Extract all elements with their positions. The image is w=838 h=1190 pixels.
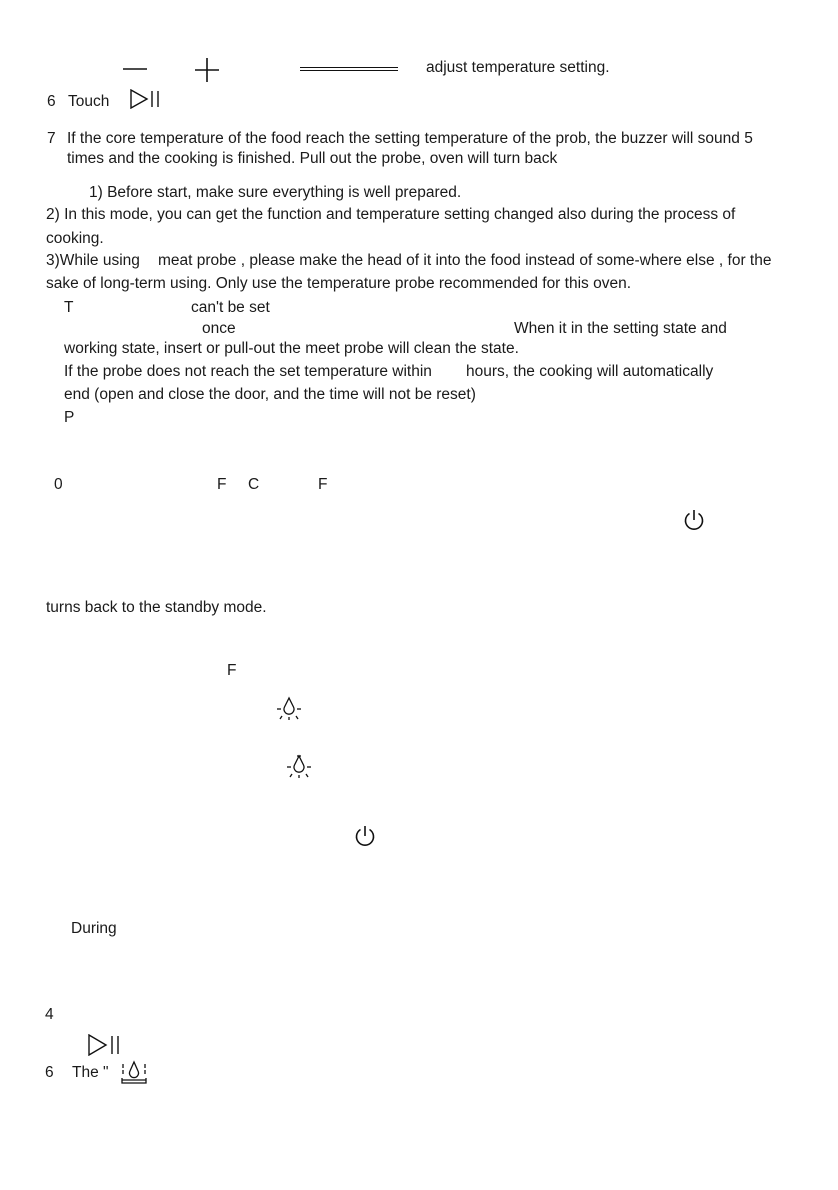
during-text: During (71, 920, 117, 937)
adjust-temperature-text: adjust temperature setting. (426, 59, 610, 76)
note-3-rest: meat probe , please make the head of it into the food instead of some-where else , for the (158, 252, 772, 269)
note-if-probe-a: If the probe does not reach the set temperature within (64, 363, 432, 380)
note-end: end (open and close the door, and the time will not be reset) (64, 386, 476, 403)
range-c-1: C (248, 476, 260, 493)
lamp-icon-2 (286, 753, 312, 779)
note-2-line-2: cooking. (46, 230, 104, 247)
lamp-icon (276, 695, 302, 721)
note-if-probe-b: hours, the cooking will automatically (466, 363, 714, 380)
note-once: once (202, 320, 236, 337)
minus-icon (123, 67, 147, 71)
play-pause-icon (130, 89, 160, 109)
note-1: 1) Before start, make sure everything is well prepared. (89, 184, 462, 201)
plus-icon (195, 58, 219, 82)
step-6-touch: Touch (68, 93, 110, 110)
step-4-number: 4 (45, 1006, 54, 1023)
slider-bar-icon (300, 66, 398, 72)
power-icon (683, 509, 705, 531)
range-f-1: F (217, 476, 227, 493)
note-3-start: 3)While using (46, 252, 140, 269)
note-cant-set: can't be set (191, 299, 270, 316)
step-7-number: 7 (47, 130, 56, 147)
step-6-number: 6 (47, 93, 56, 110)
step-7-line-2: times and the cooking is finished. Pull out the probe, oven will turn back (67, 150, 558, 167)
step-6b-the: The " (72, 1064, 109, 1081)
power-icon-2 (354, 825, 376, 847)
range-zero: 0 (54, 476, 63, 493)
lower-f: F (227, 662, 237, 679)
note-2-line-1: 2) In this mode, you can get the function and temperature setting changed also during the process of (46, 206, 736, 223)
step-6b-number: 6 (45, 1064, 54, 1081)
steam-clean-icon (120, 1060, 148, 1086)
note-when-setting: When it in the setting state and (514, 320, 727, 337)
step-7-line-1: If the core temperature of the food reach the setting temperature of the prob, the buzzer will sound 5 (67, 130, 753, 147)
note-t-letter: T (64, 299, 74, 316)
play-pause-icon-2 (88, 1034, 120, 1056)
note-p-letter: P (64, 409, 75, 426)
note-3-line-2: sake of long-term using. Only use the temperature probe recommended for this oven. (46, 275, 631, 292)
note-working-state: working state, insert or pull-out the meet probe will clean the state. (64, 340, 519, 357)
standby-text: turns back to the standby mode. (46, 599, 267, 616)
range-f-2: F (318, 476, 328, 493)
